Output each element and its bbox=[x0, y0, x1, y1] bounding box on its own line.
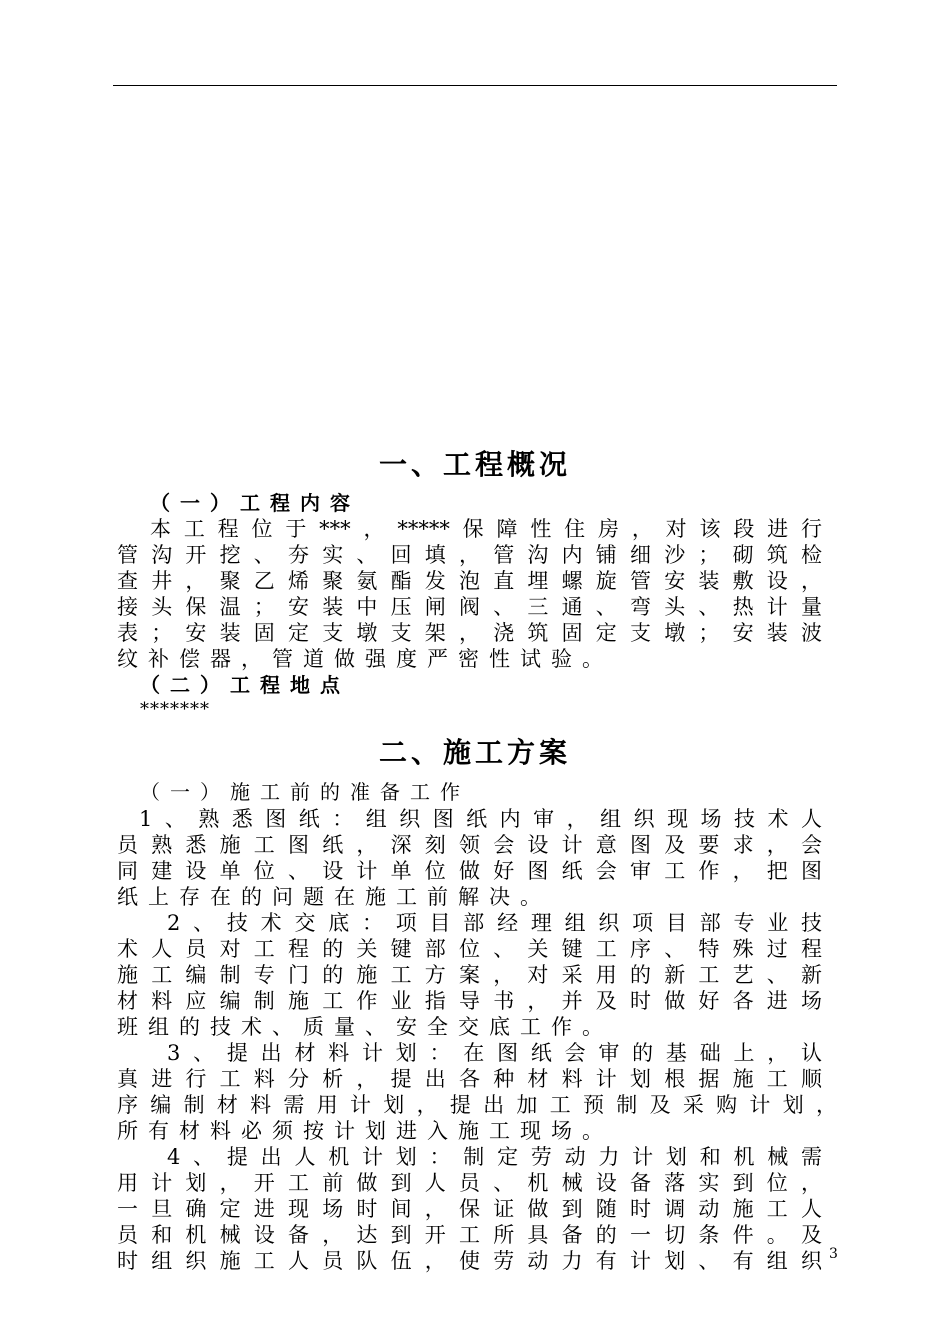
paragraph-line: 查井，聚乙烯聚氨酯发泡直埋螺旋管安装敷设， bbox=[117, 569, 822, 593]
paragraph-line: 纹补偿器，管道做强度严密性试验。 bbox=[117, 647, 613, 671]
paragraph-line: 用计划，开工前做到人员、机械设备落实到位， bbox=[117, 1171, 822, 1195]
page-number: 3 bbox=[829, 1246, 838, 1262]
paragraph-line: 同建设单位、设计单位做好图纸会审工作，把图 bbox=[117, 859, 822, 883]
paragraph-line: 管沟开挖、夯实、回填，管沟内铺细沙；砌筑检 bbox=[117, 543, 822, 567]
paragraph-line: 员熟悉施工图纸，深刻领会设计意图及要求，会 bbox=[117, 833, 822, 857]
paragraph-line: 时组织施工人员队伍，使劳动力有计划、有组织 bbox=[117, 1249, 822, 1273]
paragraph-line: 本工程位于***，*****保障性住房，对该段进行 bbox=[150, 517, 822, 541]
paragraph-line: 1、熟悉图纸：组织图纸内审，组织现场技术人 bbox=[139, 807, 822, 831]
paragraph-line: 2、技术交底：项目部经理组织项目部专业技 bbox=[167, 911, 822, 935]
paragraph-line: 员和机械设备，达到开工所具备的一切条件。及 bbox=[117, 1223, 822, 1247]
paragraph-line: 一旦确定进现场时间，保证做到随时调动施工人 bbox=[117, 1197, 822, 1221]
paragraph-line: 材料应编制施工作业指导书，并及时做好各进场 bbox=[117, 989, 822, 1013]
section-1-title: 一、工程概况 bbox=[378, 448, 571, 481]
paragraph-line: 3、提出材料计划：在图纸会审的基础上，认 bbox=[167, 1041, 822, 1065]
paragraph-line: 真进行工料分析，提出各种材料计划根据施工顺 bbox=[117, 1067, 822, 1091]
project-location-text: ******* bbox=[140, 699, 210, 720]
section-1-subheading-2: （二）工程地点 bbox=[140, 673, 350, 697]
section-2-subheading-1: （一）施工前的准备工作 bbox=[140, 780, 470, 804]
header-rule bbox=[113, 85, 837, 86]
paragraph-line: 序编制材料需用计划，提出加工预制及采购计划， bbox=[117, 1093, 837, 1117]
paragraph-line: 所有材料必须按计划进入施工现场。 bbox=[117, 1119, 613, 1143]
paragraph-line: 接头保温；安装中压闸阀、三通、弯头、热计量 bbox=[117, 595, 822, 619]
paragraph-line: 4、提出人机计划：制定劳动力计划和机械需 bbox=[167, 1145, 822, 1169]
paragraph-line: 施工编制专门的施工方案，对采用的新工艺、新 bbox=[117, 963, 822, 987]
document-body bbox=[0, 440, 950, 1274]
paragraph-line: 表；安装固定支墩支架，浇筑固定支墩；安装波 bbox=[117, 621, 822, 645]
section-1-subheading-1: （一）工程内容 bbox=[150, 491, 360, 515]
paragraph-line: 术人员对工程的关键部位、关键工序、特殊过程 bbox=[117, 937, 822, 961]
paragraph-line: 班组的技术、质量、安全交底工作。 bbox=[117, 1015, 613, 1039]
section-2-title: 二、施工方案 bbox=[378, 736, 571, 769]
paragraph-line: 纸上存在的问题在施工前解决。 bbox=[117, 885, 551, 909]
